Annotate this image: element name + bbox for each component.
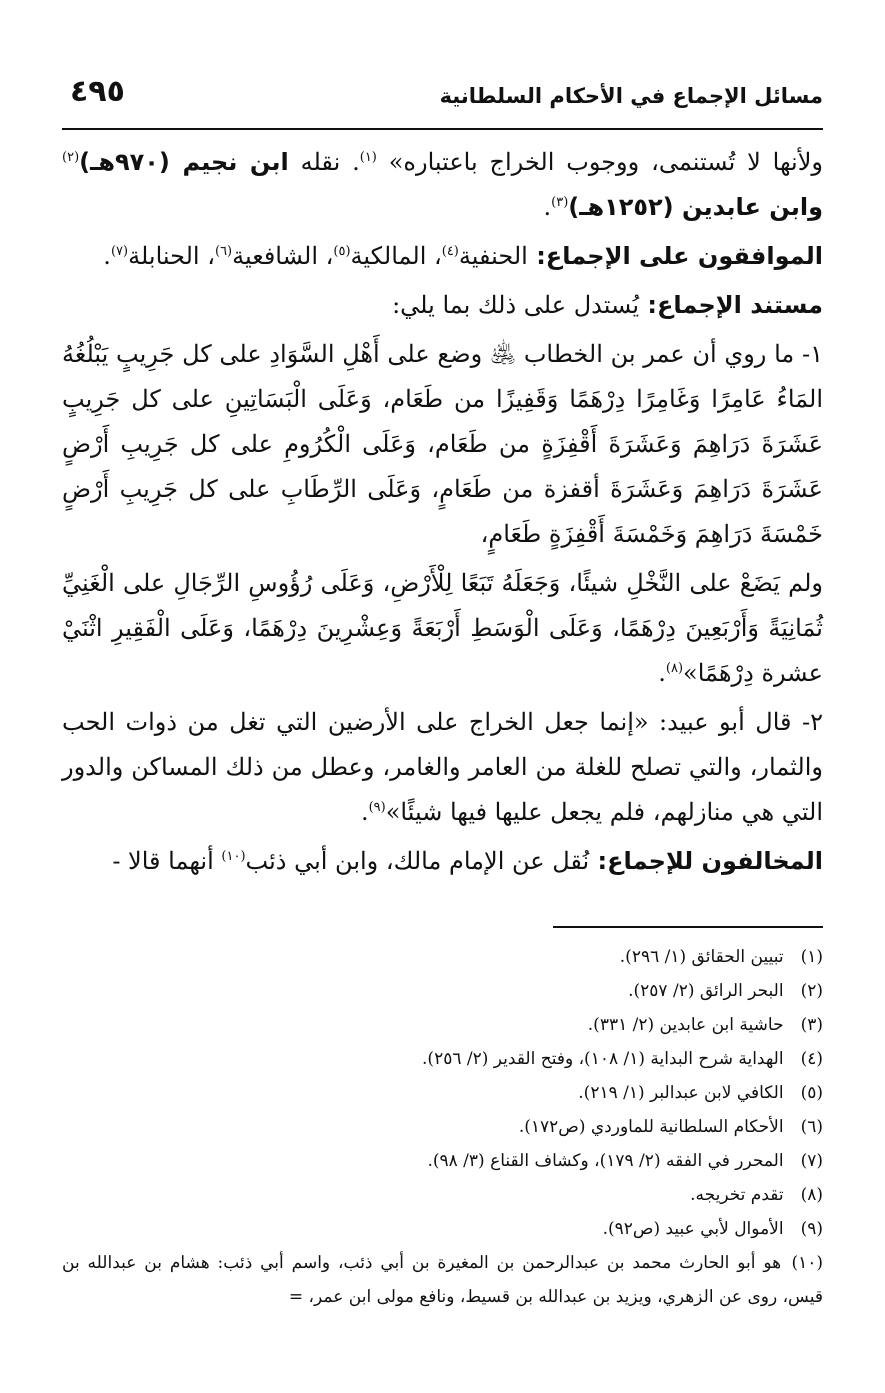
footnote-ref: (٥) [333, 244, 351, 259]
paragraph-dissent [62, 839, 823, 884]
footnote-text: البحر الرائق (٢/ ٢٥٧). [628, 981, 784, 1001]
footnote-ref: (٧) [110, 244, 129, 259]
footnote-text: تبيين الحقائق (١/ ٢٩٦). [619, 947, 784, 967]
footnote [62, 940, 823, 974]
text-run: ، الشافعية [232, 242, 334, 270]
footnote-number: (٨) [800, 1185, 823, 1205]
page-header [62, 70, 823, 130]
running-title: مسائل الإجماع في الأحكام السلطانية [439, 84, 823, 108]
footnote-text: الأحكام السلطانية للماوردي (ص١٧٢). [518, 1117, 784, 1137]
text-run: نُقل عن الإمام مالك، وابن أبي ذئب [245, 847, 590, 875]
text-run: يُستدل على ذلك بما يلي: [392, 291, 640, 319]
footnote-number: (٦) [800, 1117, 823, 1137]
footnote-ref: (٦) [214, 244, 233, 259]
footnote-ref: (١٠) [221, 849, 246, 864]
page-number: ٤٩٥ [70, 74, 125, 109]
footnote-ref: (١) [359, 150, 377, 165]
footnote [62, 1042, 823, 1076]
footnote-number: (٤) [800, 1049, 823, 1069]
scholar-name: وابن عابدين (١٢٥٢هـ) [568, 193, 823, 221]
footnote-ref: (٣) [551, 195, 569, 210]
text-run: ولم يَضَعْ على النَّخْلِ شيئًا، وَجَعَلَهُ تَبَعًا لِلْأَرْضِ، وَعَلَى رُؤُوسِ الرِّجَالِ على الْغَنِيِّ ثُمَانِيَةً وَأَرْبَعِينَ دِرْهَمًا، وَعَلَى الْوَسَطِ أَرْبَعَةً وَعِشْرِينَ دِرْهَمًا، وَعَلَى الْفَقِيرِ اثْنَيْ عشرة دِرْهَمًا» [62, 569, 823, 687]
paragraph-agreeing [62, 234, 823, 279]
footnote-ref: (٢) [62, 150, 80, 165]
text-run: . نقله [288, 148, 360, 176]
footnote-text: حاشية ابن عابدين (٢/ ٣٣١). [587, 1015, 784, 1035]
footnote-number: (٢) [800, 981, 823, 1001]
paragraph-evidence-1-cont [62, 561, 823, 696]
footnote-number: (١٠) [791, 1253, 823, 1273]
footnote [62, 1246, 823, 1314]
main-text [62, 140, 823, 888]
paragraph-evidence-2 [62, 700, 823, 835]
text-run: . [360, 798, 369, 826]
text-run: . [103, 242, 111, 270]
text-run: ، الحنابلة [128, 242, 215, 270]
text-run: ، المالكية [350, 242, 442, 270]
text-run: ٢- قال أبو عبيد: «إنما جعل الخراج على الأرضين التي تغل من ذوات الحب والثمار، والتي تصلح للغلة من العامر والغامر، وعطل من ذلك المساكن والدور التي هي منازلهم، فلم يجعل عليها فيها شيئًا» [62, 708, 823, 826]
footnote [62, 1212, 823, 1246]
footnote [62, 1008, 823, 1042]
footnote-number: (٥) [800, 1083, 823, 1103]
paragraph-intro [62, 140, 823, 230]
text-run: . [543, 193, 552, 221]
text-run: ولأنها لا تُستنمى، ووجوب الخراج باعتباره» [388, 148, 823, 176]
footnote-text: الهداية شرح البداية (١/ ١٠٨)، وفتح القدير (٢/ ٢٥٦). [422, 1049, 784, 1069]
section-label: المخالفون للإجماع: [589, 847, 823, 875]
footnote-text: الأموال لأبي عبيد (ص٩٢). [602, 1219, 784, 1239]
footnote [62, 1076, 823, 1110]
text-run: . [658, 659, 666, 687]
footnote-text: تقدم تخريجه. [690, 1185, 784, 1205]
footnote-text: المحرر في الفقه (٢/ ١٧٩)، وكشاف القناع (٣/ ٩٨). [427, 1151, 784, 1171]
paragraph-evidence-1 [62, 332, 823, 557]
text-run: الحنفية [458, 242, 528, 270]
text-run: ١- ما روي أن عمر بن الخطاب ﵁ وضع على أَهْلِ السَّوَادِ على كل جَرِيبٍ يَبْلُغُهُ المَاءُ عَامِرًا وَغَامِرًا دِرْهَمًا وَقَفِيزًا من طَعَام، وَعَلَى الْبَسَاتِينِ على كل جَرِيبٍ عَشَرَةَ دَرَاهِمَ وَعَشَرَةَ أَقْفِزَةٍ من طَعَام، وَعَلَى الْكُرُومِ على كل جَرِيبِ أَرْضٍ عَشَرَةَ دَرَاهِمَ وَعَشَرَةَ أقفزة من طَعَامٍ، وَعَلَى الرِّطَابِ على كل جَرِيبِ أَرْضٍ خَمْسَةَ دَرَاهِمَ وَخَمْسَةَ أَقْفِزَةٍ طَعَامٍ، [62, 340, 823, 548]
footnote [62, 1178, 823, 1212]
footnote-number: (٣) [800, 1015, 823, 1035]
footnote-ref: (٨) [665, 661, 684, 676]
footnote-number: (٧) [800, 1151, 823, 1171]
section-label: الموافقون على الإجماع: [527, 242, 823, 270]
footnote-number: (١) [800, 947, 823, 967]
footnote-number: (٩) [800, 1219, 823, 1239]
footnote-ref: (٩) [368, 800, 386, 815]
footnote-text: الكافي لابن عبدالبر (١/ ٢١٩). [578, 1083, 784, 1103]
text-run: أنهما قالا - [112, 847, 222, 875]
footnote-divider [553, 926, 823, 928]
footnote-ref: (٤) [441, 244, 459, 259]
footnotes [62, 940, 823, 1314]
footnote [62, 1110, 823, 1144]
footnote [62, 974, 823, 1008]
footnote [62, 1144, 823, 1178]
section-label: مستند الإجماع: [639, 291, 823, 319]
paragraph-basis [62, 283, 823, 328]
footnote-text: هو أبو الحارث محمد بن عبدالرحمن بن المغيرة بن أبي ذئب، واسم أبي ذئب: هشام بن عبدالله بن قيس، روى عن الزهري، ويزيد بن عبدالله بن قسيط، ونافع مولى ابن عمر، = [62, 1253, 823, 1307]
scholar-name: ابن نجيم (٩٧٠هـ) [79, 148, 289, 176]
